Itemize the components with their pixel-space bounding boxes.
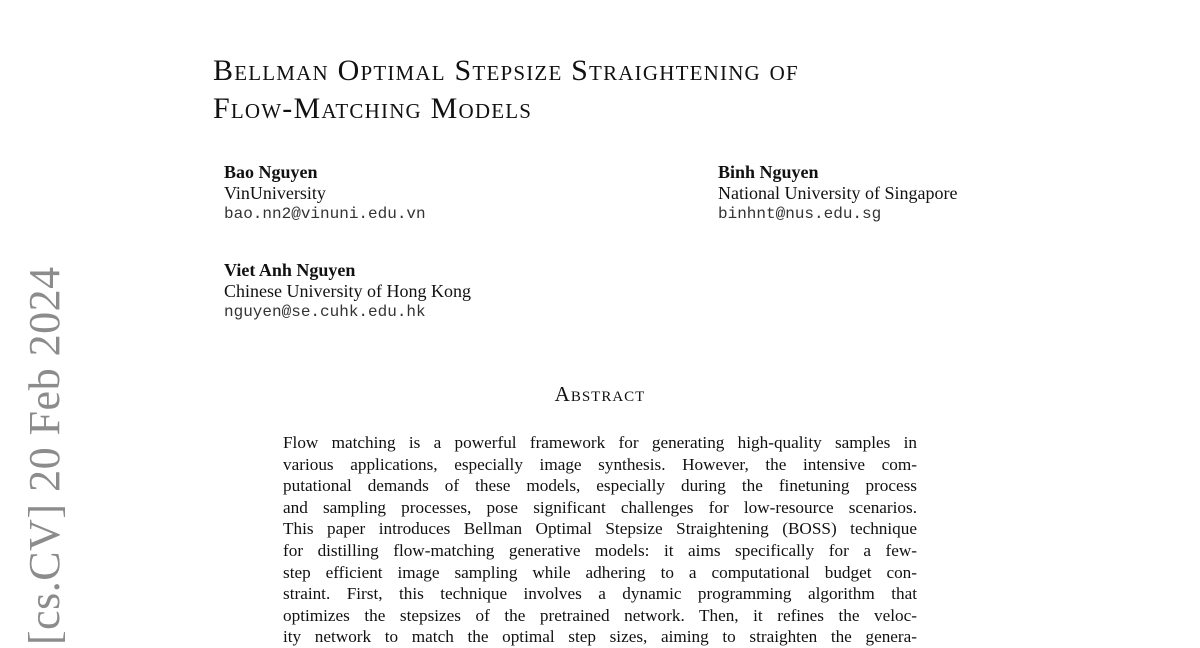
abstract-line: for distilling flow-matching generative models: it aims specifically for a few-: [283, 540, 917, 560]
paper-title: [213, 52, 1013, 128]
author-affiliation: VinUniversity: [224, 183, 326, 203]
author-name: Binh Nguyen: [718, 162, 819, 182]
author-email: binhnt@nus.edu.sg: [718, 205, 882, 223]
author-affiliation: Chinese University of Hong Kong: [224, 281, 471, 301]
author-block-3: [224, 260, 471, 323]
paper-title-line-2: Flow-Matching Models: [213, 92, 533, 125]
abstract-line: This paper introduces Bellman Optimal Stepsize Straightening (BOSS) technique: [283, 519, 917, 539]
abstract-line: putational demands of these models, especially during the finetuning process: [283, 476, 917, 496]
abstract-line: straint. First, this technique involves a dynamic programming algorithm that: [283, 584, 917, 604]
author-email: nguyen@se.cuhk.edu.hk: [224, 303, 426, 321]
author-email: bao.nn2@vinuni.edu.vn: [224, 205, 426, 223]
author-block-1: [224, 162, 426, 225]
author-block-2: [718, 162, 957, 225]
abstract-body: [283, 432, 917, 648]
abstract-line: optimizes the stepsizes of the pretrained network. Then, it refines the veloc-: [283, 605, 917, 625]
abstract-line: and sampling processes, pose significant challenges for low-resource scenarios.: [283, 497, 917, 517]
abstract-heading: Abstract: [554, 382, 646, 406]
abstract-line: Flow matching is a powerful framework for generating high-quality samples in: [283, 433, 917, 452]
author-name: Viet Anh Nguyen: [224, 260, 356, 280]
arxiv-identifier-stamp: [cs.CV] 20 Feb 2024: [20, 266, 69, 645]
abstract-line: step efficient image sampling while adhering to a computational budget con-: [283, 562, 917, 582]
abstract-line: ity network to match the optimal step sizes, aiming to straighten the genera-: [283, 627, 917, 647]
abstract-line: various applications, especially image synthesis. However, the intensive com-: [283, 454, 917, 474]
author-name: Bao Nguyen: [224, 162, 318, 182]
paper-title-line-1: Bellman Optimal Stepsize Straightening of: [213, 54, 799, 87]
author-affiliation: National University of Singapore: [718, 183, 958, 203]
